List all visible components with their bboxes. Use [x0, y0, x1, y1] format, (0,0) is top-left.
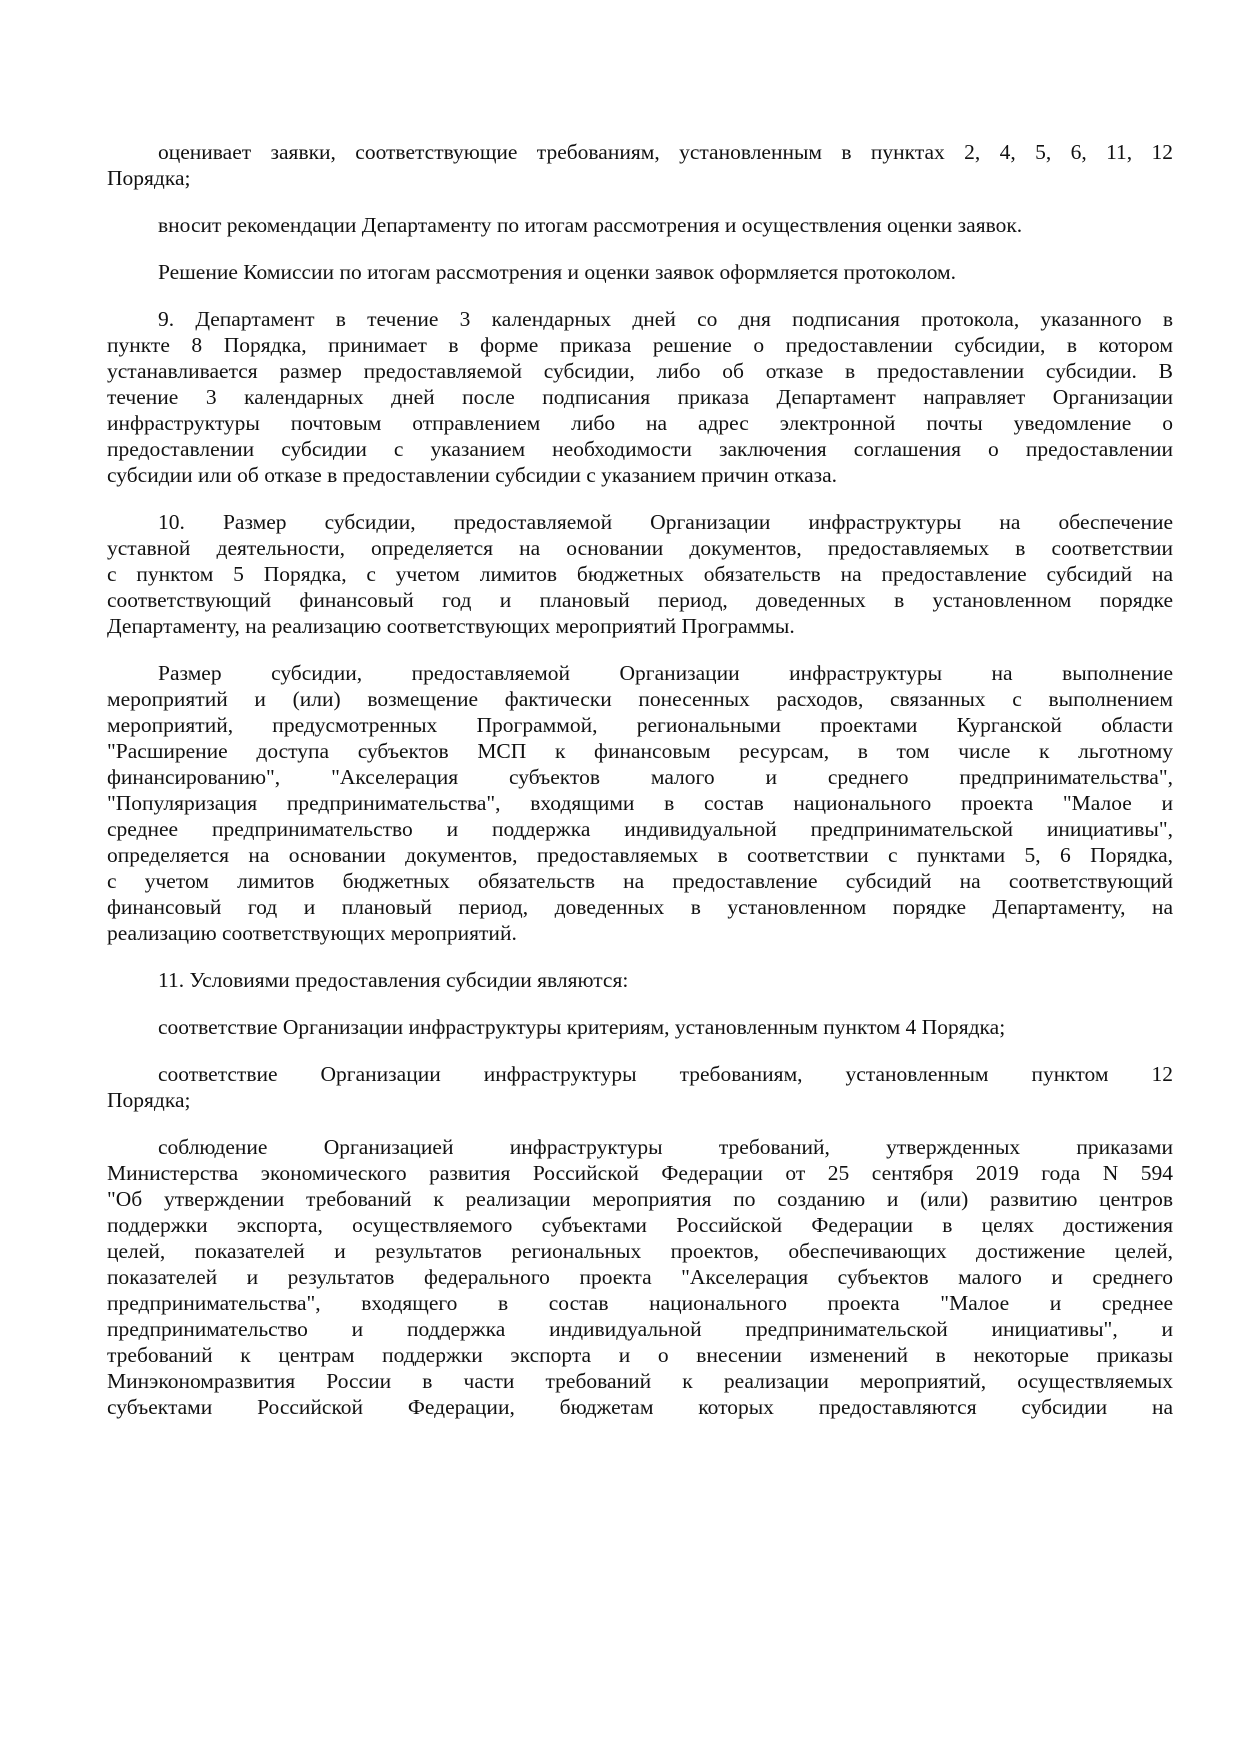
text-line: устанавливается размер предоставляемой субсидии, либо об отказе в предоставлении субсидии. В: [107, 359, 1173, 383]
text-line: поддержки экспорта, осуществляемого субъектами Российской Федерации в целях достижения: [107, 1213, 1173, 1237]
text-line: определяется на основании документов, предоставляемых в соответствии с пунктами 5, 6 Порядка,: [107, 843, 1173, 867]
text-line: предоставлении субсидии с указанием необходимости заключения соглашения о предоставлении: [107, 437, 1173, 461]
text-line: соответствующий финансовый год и плановый период, доведенных в установленном порядке: [107, 588, 1173, 612]
text-line: предпринимательства", входящего в состав национального проекта "Малое и среднее: [107, 1291, 1173, 1315]
text-line: соответствие Организации инфраструктуры требованиям, установленным пунктом 12: [158, 1062, 1173, 1086]
text-line: "Популяризация предпринимательства", входящими в состав национального проекта "Малое и: [107, 791, 1173, 815]
text-line: Департаменту, на реализацию соответствующих мероприятий Программы.: [107, 614, 795, 638]
text-line: реализацию соответствующих мероприятий.: [107, 921, 517, 945]
document-page: [107, 139, 1173, 1420]
text-line: Порядка;: [107, 1088, 191, 1112]
text-line: целей, показателей и результатов региональных проектов, обеспечивающих достижение целей,: [107, 1239, 1173, 1263]
text-line: вносит рекомендации Департаменту по итогам рассмотрения и осуществления оценки заявок.: [158, 213, 1023, 237]
text-line: Порядка;: [107, 166, 191, 190]
text-line: соответствие Организации инфраструктуры критериям, установленным пунктом 4 Порядка;: [158, 1015, 1006, 1039]
paragraph: [107, 306, 1173, 488]
text-line: оценивает заявки, соответствующие требованиям, установленным в пунктах 2, 4, 5, 6, 11, 12: [158, 140, 1173, 164]
text-line: с учетом лимитов бюджетных обязательств на предоставление субсидий на соответствующий: [107, 869, 1173, 893]
paragraph: [107, 212, 1173, 238]
paragraph: [107, 509, 1173, 639]
text-line: 9. Департамент в течение 3 календарных дней со дня подписания протокола, указанного в: [158, 307, 1173, 331]
text-line: Решение Комиссии по итогам рассмотрения и оценки заявок оформляется протоколом.: [158, 260, 957, 284]
text-line: мероприятий, предусмотренных Программой, региональными проектами Курганской области: [107, 713, 1173, 737]
text-line: "Расширение доступа субъектов МСП к финансовым ресурсам, в том числе к льготному: [107, 739, 1173, 763]
paragraph: [107, 1061, 1173, 1113]
text-line: с пунктом 5 Порядка, с учетом лимитов бюджетных обязательств на предоставление субсидий на: [107, 562, 1173, 586]
text-line: финансовый год и плановый период, доведенных в установленном порядке Департаменту, на: [107, 895, 1173, 919]
paragraph: [107, 660, 1173, 946]
text-line: пункте 8 Порядка, принимает в форме приказа решение о предоставлении субсидии, в котором: [107, 333, 1173, 357]
text-line: 10. Размер субсидии, предоставляемой Организации инфраструктуры на обеспечение: [158, 510, 1173, 534]
text-line: Министерства экономического развития Российской Федерации от 25 сентября 2019 года N 594: [107, 1161, 1173, 1185]
text-line: "Об утверждении требований к реализации мероприятия по созданию и (или) развитию центров: [107, 1187, 1173, 1211]
text-line: мероприятий и (или) возмещение фактически понесенных расходов, связанных с выполнением: [107, 687, 1173, 711]
paragraph: [107, 1014, 1173, 1040]
text-line: среднее предпринимательство и поддержка индивидуальной предпринимательской инициативы",: [107, 817, 1173, 841]
paragraph: [107, 259, 1173, 285]
paragraph: [107, 139, 1173, 191]
text-line: 11. Условиями предоставления субсидии являются:: [158, 968, 629, 992]
text-line: предпринимательство и поддержка индивидуальной предпринимательской инициативы", и: [107, 1317, 1173, 1341]
text-line: требований к центрам поддержки экспорта и о внесении изменений в некоторые приказы: [107, 1343, 1173, 1367]
text-line: финансированию", "Акселерация субъектов малого и среднего предпринимательства",: [107, 765, 1173, 789]
text-line: субсидии или об отказе в предоставлении субсидии с указанием причин отказа.: [107, 463, 838, 487]
text-line: Размер субсидии, предоставляемой Организации инфраструктуры на выполнение: [158, 661, 1173, 685]
text-line: инфраструктуры почтовым отправлением либо на адрес электронной почты уведомление о: [107, 411, 1173, 435]
text-line: уставной деятельности, определяется на основании документов, предоставляемых в соответствии: [107, 536, 1173, 560]
paragraph: [107, 967, 1173, 993]
text-line: субъектами Российской Федерации, бюджетам которых предоставляются субсидии на: [107, 1395, 1173, 1419]
text-line: Минэкономразвития России в части требований к реализации мероприятий, осуществляемых: [107, 1369, 1173, 1393]
text-line: показателей и результатов федерального проекта "Акселерация субъектов малого и среднего: [107, 1265, 1173, 1289]
text-line: течение 3 календарных дней после подписания приказа Департамент направляет Организации: [107, 385, 1173, 409]
paragraph: [107, 1134, 1173, 1420]
text-line: соблюдение Организацией инфраструктуры требований, утвержденных приказами: [158, 1135, 1173, 1159]
